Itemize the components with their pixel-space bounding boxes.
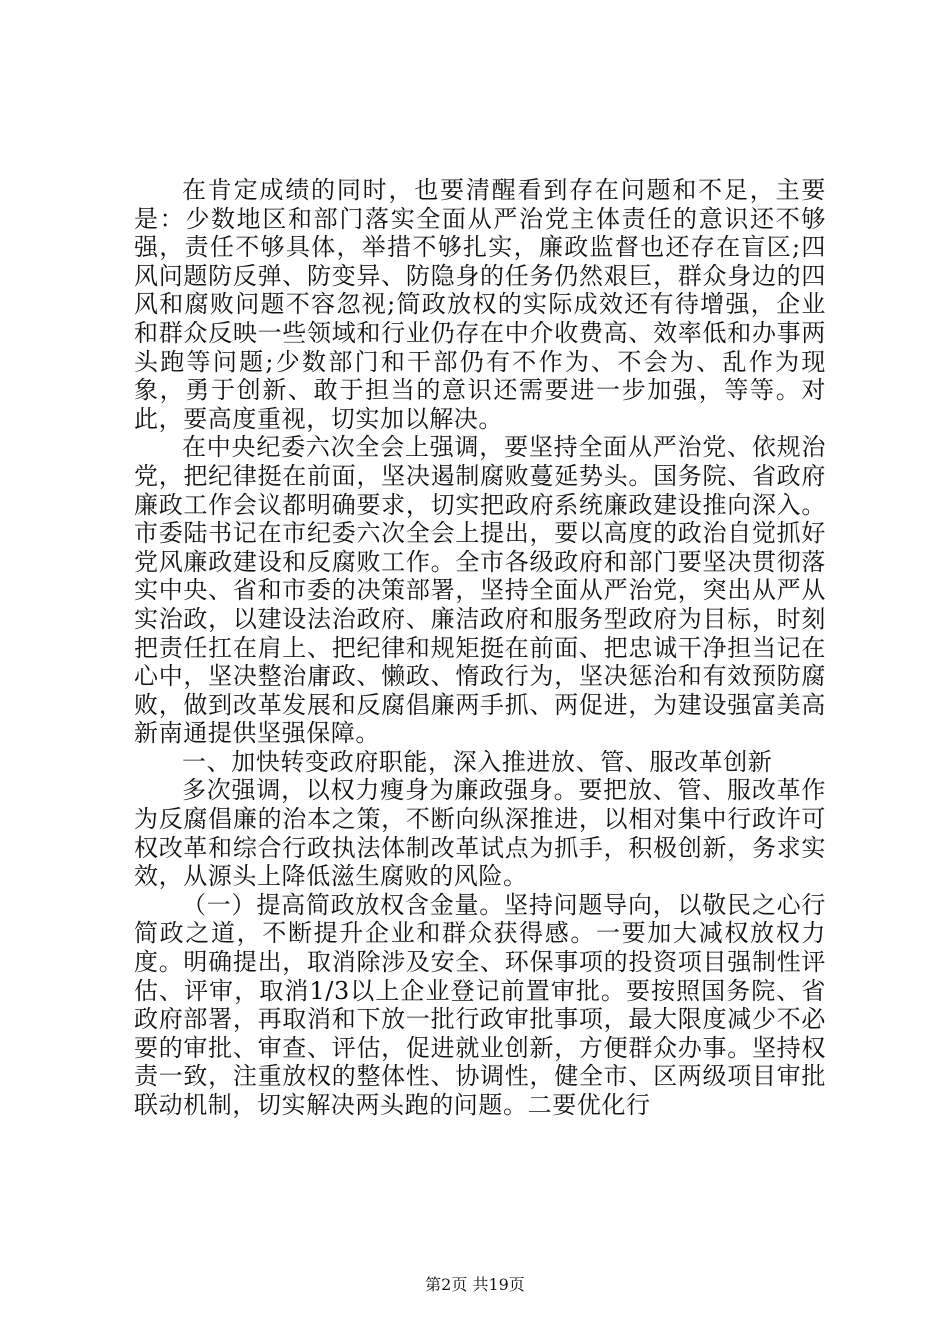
paragraph-problems: 在肯定成绩的同时，也要清醒看到存在问题和不足，主要是：少数地区和部门落实全面从严治党主体责任的意识还不够强，责任不够具体，举措不够扎实，廉政监督也还存在盲区;四风问题防反弹、防变异、防隐身的任务仍然艰巨，群众身边的四风和腐败问题不容忽视;简政放权的实际成效还有待增强，企业和群众反映一些领域和行业仍存在中介收费高、效率低和办事两头跑等问题;少数部门和干部仍有不作为、不会为、乱作为现象，勇于创新、敢于担当的意识还需要进一步加强，等等。对此，要高度重视，切实加以解决。 <box>134 176 826 433</box>
paragraph-reform: 多次强调，以权力瘦身为廉政强身。要把放、管、服改革作为反腐倡廉的治本之策，不断向纵深推进，以相对集中行政许可权改革和综合行政执法体制改革试点为抓手，积极创新，务求实效，从源头上降低滋生腐败的风险。 <box>134 776 826 891</box>
section-heading-1: 一、加快转变政府职能，深入推进放、管、服改革创新 <box>182 747 773 776</box>
document-body <box>134 176 826 1120</box>
page-number-footer: 第2页 共19页 <box>425 1275 525 1294</box>
paragraph-subsection-1: （一）提高简政放权含金量。坚持问题导向，以敬民之心行简政之道，不断提升企业和群众获得感。一要加大减权放权力度。明确提出，取消除涉及安全、环保事项的投资项目强制性评估、评审，取消1/3以上企业登记前置审批。要按照国务院、省政府部署，再取消和下放一批行政审批事项，最大限度减少不必要的审批、审查、评估，促进就业创新，方便群众办事。坚持权责一致，注重放权的整体性、协调性，健全市、区两级项目审批联动机制，切实解决两头跑的问题。二要优化行 <box>134 890 826 1119</box>
paragraph-requirements: 在中央纪委六次全会上强调，要坚持全面从严治党、依规治党，把纪律挺在前面，坚决遏制腐败蔓延势头。国务院、省政府廉政工作会议都明确要求，切实把政府系统廉政建设推向深入。市委陆书记在市纪委六次全会上提出，要以高度的政治自觉抓好党风廉政建设和反腐败工作。全市各级政府和部门要坚决贯彻落实中央、省和市委的决策部署，坚持全面从严治党，突出从严从实治政，以建设法治政府、廉洁政府和服务型政府为目标，时刻把责任扛在肩上、把纪律和规矩挺在前面、把忠诚干净担当记在心中，坚决整治庸政、懒政、惰政行为，坚决惩治和有效预防腐败，做到改革发展和反腐倡廉两手抓、两促进，为建设强富美高新南通提供坚强保障。 <box>134 433 826 748</box>
